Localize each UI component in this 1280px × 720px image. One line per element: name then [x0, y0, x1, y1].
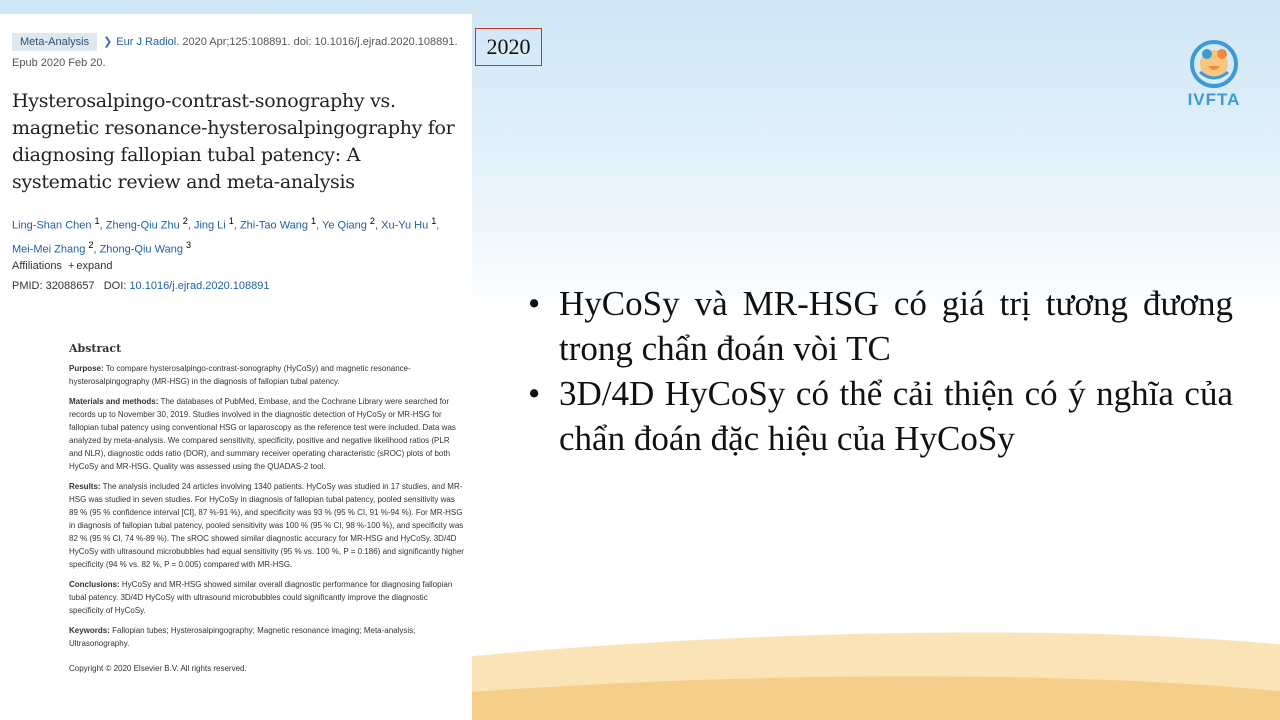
abstract-section-text: The analysis included 24 articles involving 1340 patients. HyCoSy was studied in 17 studies, and MR-HSG was studied in seven studies. For HyCoSy in diagnosis of fallopian tubal patency, pooled sensitivity was 89 % (95 % confidence interval [CI], 87 %-91 %), and specificity was 93 % (95 % CI, 91 %-94 %). For MR-HSG in diagnosis of fallopian tubal patency, pooled sensitivity was 100 % (95 % CI, 98 %-100 %), and specificity was 82 % (95 % CI, 74 %-89 %). The sROC showed similar diagnostic accuracy for MR-HSG and HyCoSy. 3D/4D HyCoSy with ultrasound microbubbles had equal sensitivity (95 % vs. 100 %, P = 0.186) and significantly higher specificity (94 % vs. 82 %, P = 0.005) compared with MR-HSG. [69, 482, 464, 569]
author-link[interactable]: Xu-Yu Hu [381, 219, 429, 232]
abstract-heading: Abstract [69, 342, 122, 355]
breadcrumb [12, 33, 458, 51]
affiliation-number: 1 [94, 216, 100, 226]
affiliation-number: 2 [182, 216, 188, 226]
bullet-text: 3D/4D HyCoSy có thể cải thiện có ý nghĩa của chẩn đoán đặc hiệu của HyCoSy [559, 374, 1233, 458]
copyright: Copyright © 2020 Elsevier B.V. All rights reserved. [69, 664, 247, 673]
abstract-section-label: Results: [69, 482, 101, 491]
author-link[interactable]: Zheng-Qiu Zhu [105, 219, 180, 232]
author-link[interactable]: Ling-Shan Chen [12, 219, 92, 232]
abstract-section [69, 395, 464, 473]
logo-text: IVFTA [1187, 90, 1241, 109]
author-link[interactable]: Zhong-Qiu Wang [99, 243, 183, 256]
abstract-panel [46, 328, 472, 702]
abstract-section-label: Conclusions: [69, 580, 120, 589]
separator: , [436, 219, 440, 232]
bullet-list [528, 281, 1233, 461]
expand-label: expand [76, 260, 113, 272]
chevron-right-icon: ❯ [103, 36, 113, 48]
author-link[interactable]: Ye Qiang [322, 219, 367, 232]
journal-link[interactable]: Eur J Radiol. [116, 36, 180, 48]
separator: , [233, 219, 240, 232]
abstract-section [69, 624, 464, 650]
affiliation-number: 1 [228, 216, 234, 226]
author-list [12, 212, 462, 259]
abstract-section [69, 578, 464, 617]
doi-link[interactable]: 10.1016/j.ejrad.2020.108891 [129, 280, 270, 292]
separator: , [93, 243, 100, 256]
logo-icon [1178, 38, 1250, 90]
abstract-section-text: Fallopian tubes; Hysterosalpingography; Magnetic resonance imaging; Meta-analysis; Ultrasonography. [69, 626, 416, 648]
abstract-section-text: To compare hysterosalpingo-contrast-sonography (HyCoSy) and magnetic resonance-hysterosalpingography (MR-HSG) in the diagnosis of fallopian tubal patency. [69, 364, 411, 386]
author-link[interactable]: Zhi-Tao Wang [239, 219, 309, 232]
bullet-text: HyCoSy và MR-HSG có giá trị tương đương trong chẩn đoán vòi TC [559, 284, 1233, 368]
separator: , [374, 219, 382, 232]
bullet-icon: • [528, 374, 541, 413]
ivfta-logo [1178, 38, 1250, 118]
bullet-item [528, 371, 1233, 461]
affiliation-number: 1 [311, 216, 317, 226]
plus-icon: + [67, 260, 75, 272]
abstract-section-text: The databases of PubMed, Embase, and the Cochrane Library were searched for records up to November 30, 2019. Studies involved in the diagnostic detection of HyCoSy or MR-HSG for fallopian tubal patency using conventional HSG or laparoscopy as the reference test were included. Data was analyzed by meta-analysis. We compared sensitivity, specificity, positive and negative likelihood ratios (PLR and NLR), diagnostic odds ratio (DOR), and summary receiver operating characteristic (sROC) plots of both HyCoSy and MR-HSG. Quality was assessed using the QUADAS-2 tool. [69, 397, 456, 471]
affiliation-number: 2 [88, 239, 94, 250]
abstract-section-label: Materials and methods: [69, 397, 159, 406]
abstract-body [69, 342, 464, 682]
abstract-section-label: Keywords: [69, 626, 110, 635]
abstract-section-label: Purpose: [69, 364, 104, 373]
abstract-section-text: HyCoSy and MR-HSG showed similar overall diagnostic performance for diagnosing fallopian tubal patency. 3D/4D HyCoSy with ultrasound microbubbles could significantly improve the diagnostic specificity of HyCoSy. [69, 580, 453, 615]
article-identifiers [12, 280, 270, 292]
affiliations-toggle[interactable] [12, 260, 112, 272]
pmid: PMID: 32088657 [12, 280, 95, 292]
abstract-section [69, 362, 464, 388]
separator: , [99, 219, 106, 232]
epub-date: Epub 2020 Feb 20. [12, 57, 106, 69]
bullet-icon: • [528, 284, 541, 323]
affiliation-number: 2 [369, 216, 375, 226]
affiliations-label: Affiliations [12, 260, 62, 272]
bullet-item [528, 281, 1233, 371]
citation-text: 2020 Apr;125:108891. doi: 10.1016/j.ejrad.2020.108891. [179, 36, 458, 48]
affiliation-number: 1 [431, 216, 437, 226]
author-link[interactable]: Jing Li [193, 219, 226, 232]
doi-label: DOI: [103, 280, 127, 292]
abstract-section [69, 480, 464, 571]
affiliation-number: 3 [185, 239, 192, 250]
publication-type-badge[interactable]: Meta-Analysis [12, 33, 97, 51]
article-title: Hysterosalpingo-contrast-sonography vs. magnetic resonance-hysterosalpingography for diagnosing fallopian tubal patency: A systematic review and meta-analysis [12, 90, 455, 193]
year-label: 2020 [475, 28, 542, 66]
separator: , [316, 219, 323, 232]
author-link[interactable]: Mei-Mei Zhang [12, 243, 86, 256]
separator: , [187, 219, 194, 232]
